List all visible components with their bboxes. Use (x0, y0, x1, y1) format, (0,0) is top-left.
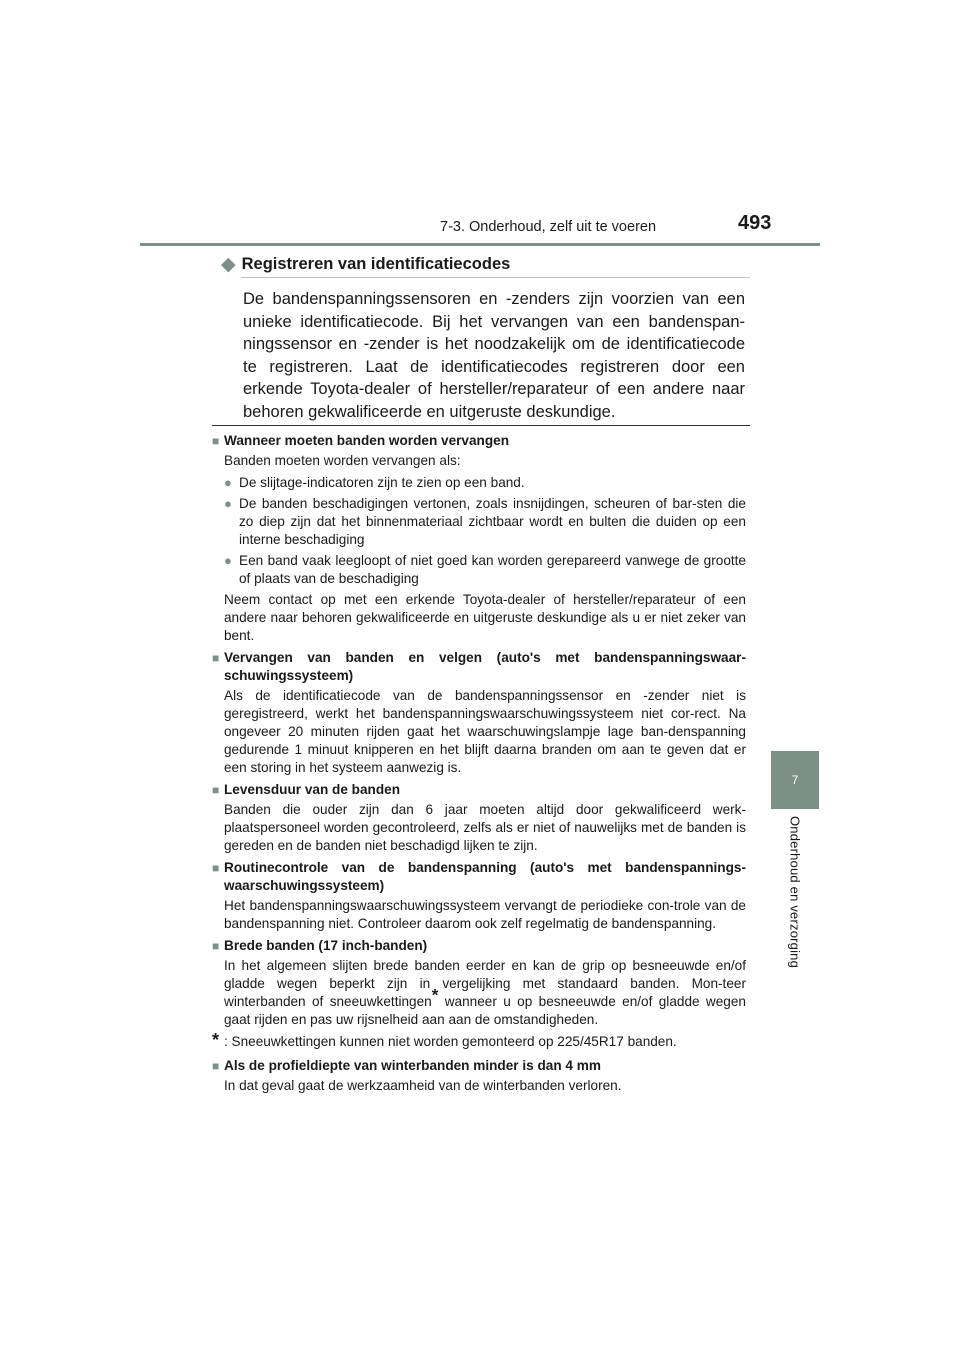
note-body: In dat geval gaat de werkzaamheid van de winterbanden verloren. (224, 1078, 622, 1093)
chapter-label: Onderhoud en verzorging (787, 816, 803, 969)
note-tire-wheel-replacement (212, 649, 746, 777)
square-icon: ■ (212, 939, 220, 953)
square-icon: ■ (212, 434, 220, 448)
subsection-divider (241, 277, 750, 278)
square-icon: ■ (212, 861, 220, 875)
note-body-part: In het algemeen slijten brede banden eerder en kan de grip op besneeuwde en/of gladde wegen beperkt zijn in vergelijking met standaard banden. Mon-teer winterbanden of sneeuwkettingen (224, 958, 746, 1009)
notes-divider (212, 425, 750, 426)
note-intro: Banden moeten worden vervangen als: (224, 453, 461, 468)
section-title: 7-3. Onderhoud, zelf uit te voeren (440, 219, 657, 235)
note-body: Banden die ouder zijn dan 6 jaar moeten altijd door gekwalificeerd werk-plaatspersoneel worden gecontroleerd, zelfs als er niet of nauwelijks met de banden is gereden en de banden niet beschadigd lijken te zijn. (224, 802, 746, 853)
footnote-reference: * (431, 985, 439, 1005)
square-icon: ■ (212, 651, 220, 665)
note-winter-tire-depth (212, 1057, 746, 1095)
square-icon: ■ (212, 1059, 220, 1073)
note-body: Het bandenspanningswaarschuwingssysteem vervangt de periodieke con-trole van de bandenspanning niet. Controleer daarom ook zelf regelmatig de bandenspanning. (224, 898, 746, 931)
footnote (212, 1030, 746, 1051)
chapter-tab[interactable] (771, 751, 819, 809)
note-routine-pressure-check (212, 859, 746, 933)
subsection-heading (221, 255, 751, 274)
circle-bullet-icon: ● (224, 496, 232, 511)
list-item (224, 474, 746, 492)
list-item-text: De slijtage-indicatoren zijn te zien op een band. (239, 475, 525, 490)
note-body: Als de identificatiecode van de bandenspanningssensor en -zender niet is geregistreerd, werkt het bandenspanningswaarschuwingssysteem niet cor-rect. Na ongeveer 20 minuten rijden gaat het waarschuwingslampje lage ban-denspanning gedurende 1 minuut knipperen en het blijft daarna branden om aan te geven dat er een storing in het systeem aanwezig is. (224, 688, 746, 775)
list-item-text: Een band vaak leegloopt of niet goed kan worden gerepareerd vanwege de grootte of plaats van de beschadiging (239, 553, 746, 586)
note-title: Brede banden (17 inch-banden) (224, 938, 428, 953)
note-body-part: wanneer u op besneeuwde en/of gladde wegen gaat rijden en pas uw rijsnelheid aan aan de omstandigheden. (224, 994, 746, 1027)
list-item (224, 495, 746, 549)
list-item-text: De banden beschadigingen vertonen, zoals insnijdingen, scheuren of bar-sten die zo diep zijn dat het binnenmateriaal zichtbaar wordt en bulten die duiden op een interne beschadiging (239, 496, 746, 547)
note-title: Levensduur van de banden (224, 782, 401, 797)
circle-bullet-icon: ● (224, 553, 232, 568)
chapter-number: 7 (791, 773, 799, 787)
circle-bullet-icon: ● (224, 475, 232, 490)
note-title: Als de profieldiepte van winterbanden minder is dan 4 mm (224, 1058, 601, 1073)
note-title: Wanneer moeten banden worden vervangen (224, 433, 510, 448)
footnote-text: : Sneeuwkettingen kunnen niet worden gemonteerd op 225/45R17 banden. (224, 1034, 677, 1049)
note-title: Routinecontrole van de bandenspanning (auto's met bandenspannings-waarschuwingssysteem) (224, 860, 746, 893)
footnote-mark: * (212, 1030, 220, 1050)
chapter-label-container (771, 816, 819, 986)
list-item (224, 552, 746, 588)
square-icon: ■ (212, 783, 220, 797)
note-title: Vervangen van banden en velgen (auto's met bandenspanningswaar-schuwingssysteem) (224, 650, 746, 683)
notes-list (212, 432, 746, 1099)
page-number: 493 (738, 212, 772, 234)
header-divider (140, 243, 820, 246)
diamond-icon: ◆ (221, 254, 236, 275)
subsection-body: De bandenspanningssensoren en -zenders zijn voorzien van een unieke identificatiecode. Bij het vervangen van een bandenspan-ningssensor en -zender is het noodzakelijk om de identificatiecode te registreren. Laat de identificatiecodes registreren door een erkende Toyota-dealer of hersteller/reparateur of een andere naar behoren gekwalificeerde en uitgeruste deskundige. (243, 290, 745, 421)
note-tire-replacement (212, 432, 746, 645)
note-tire-lifespan (212, 781, 746, 855)
subsection-title: Registreren van identificatiecodes (241, 255, 511, 273)
note-wide-tires (212, 937, 746, 1051)
note-outro: Neem contact op met een erkende Toyota-dealer of hersteller/reparateur of een andere naar behoren gekwalificeerde en uitgeruste deskundige als u er niet zeker van bent. (224, 592, 746, 643)
note-body (224, 957, 746, 1029)
